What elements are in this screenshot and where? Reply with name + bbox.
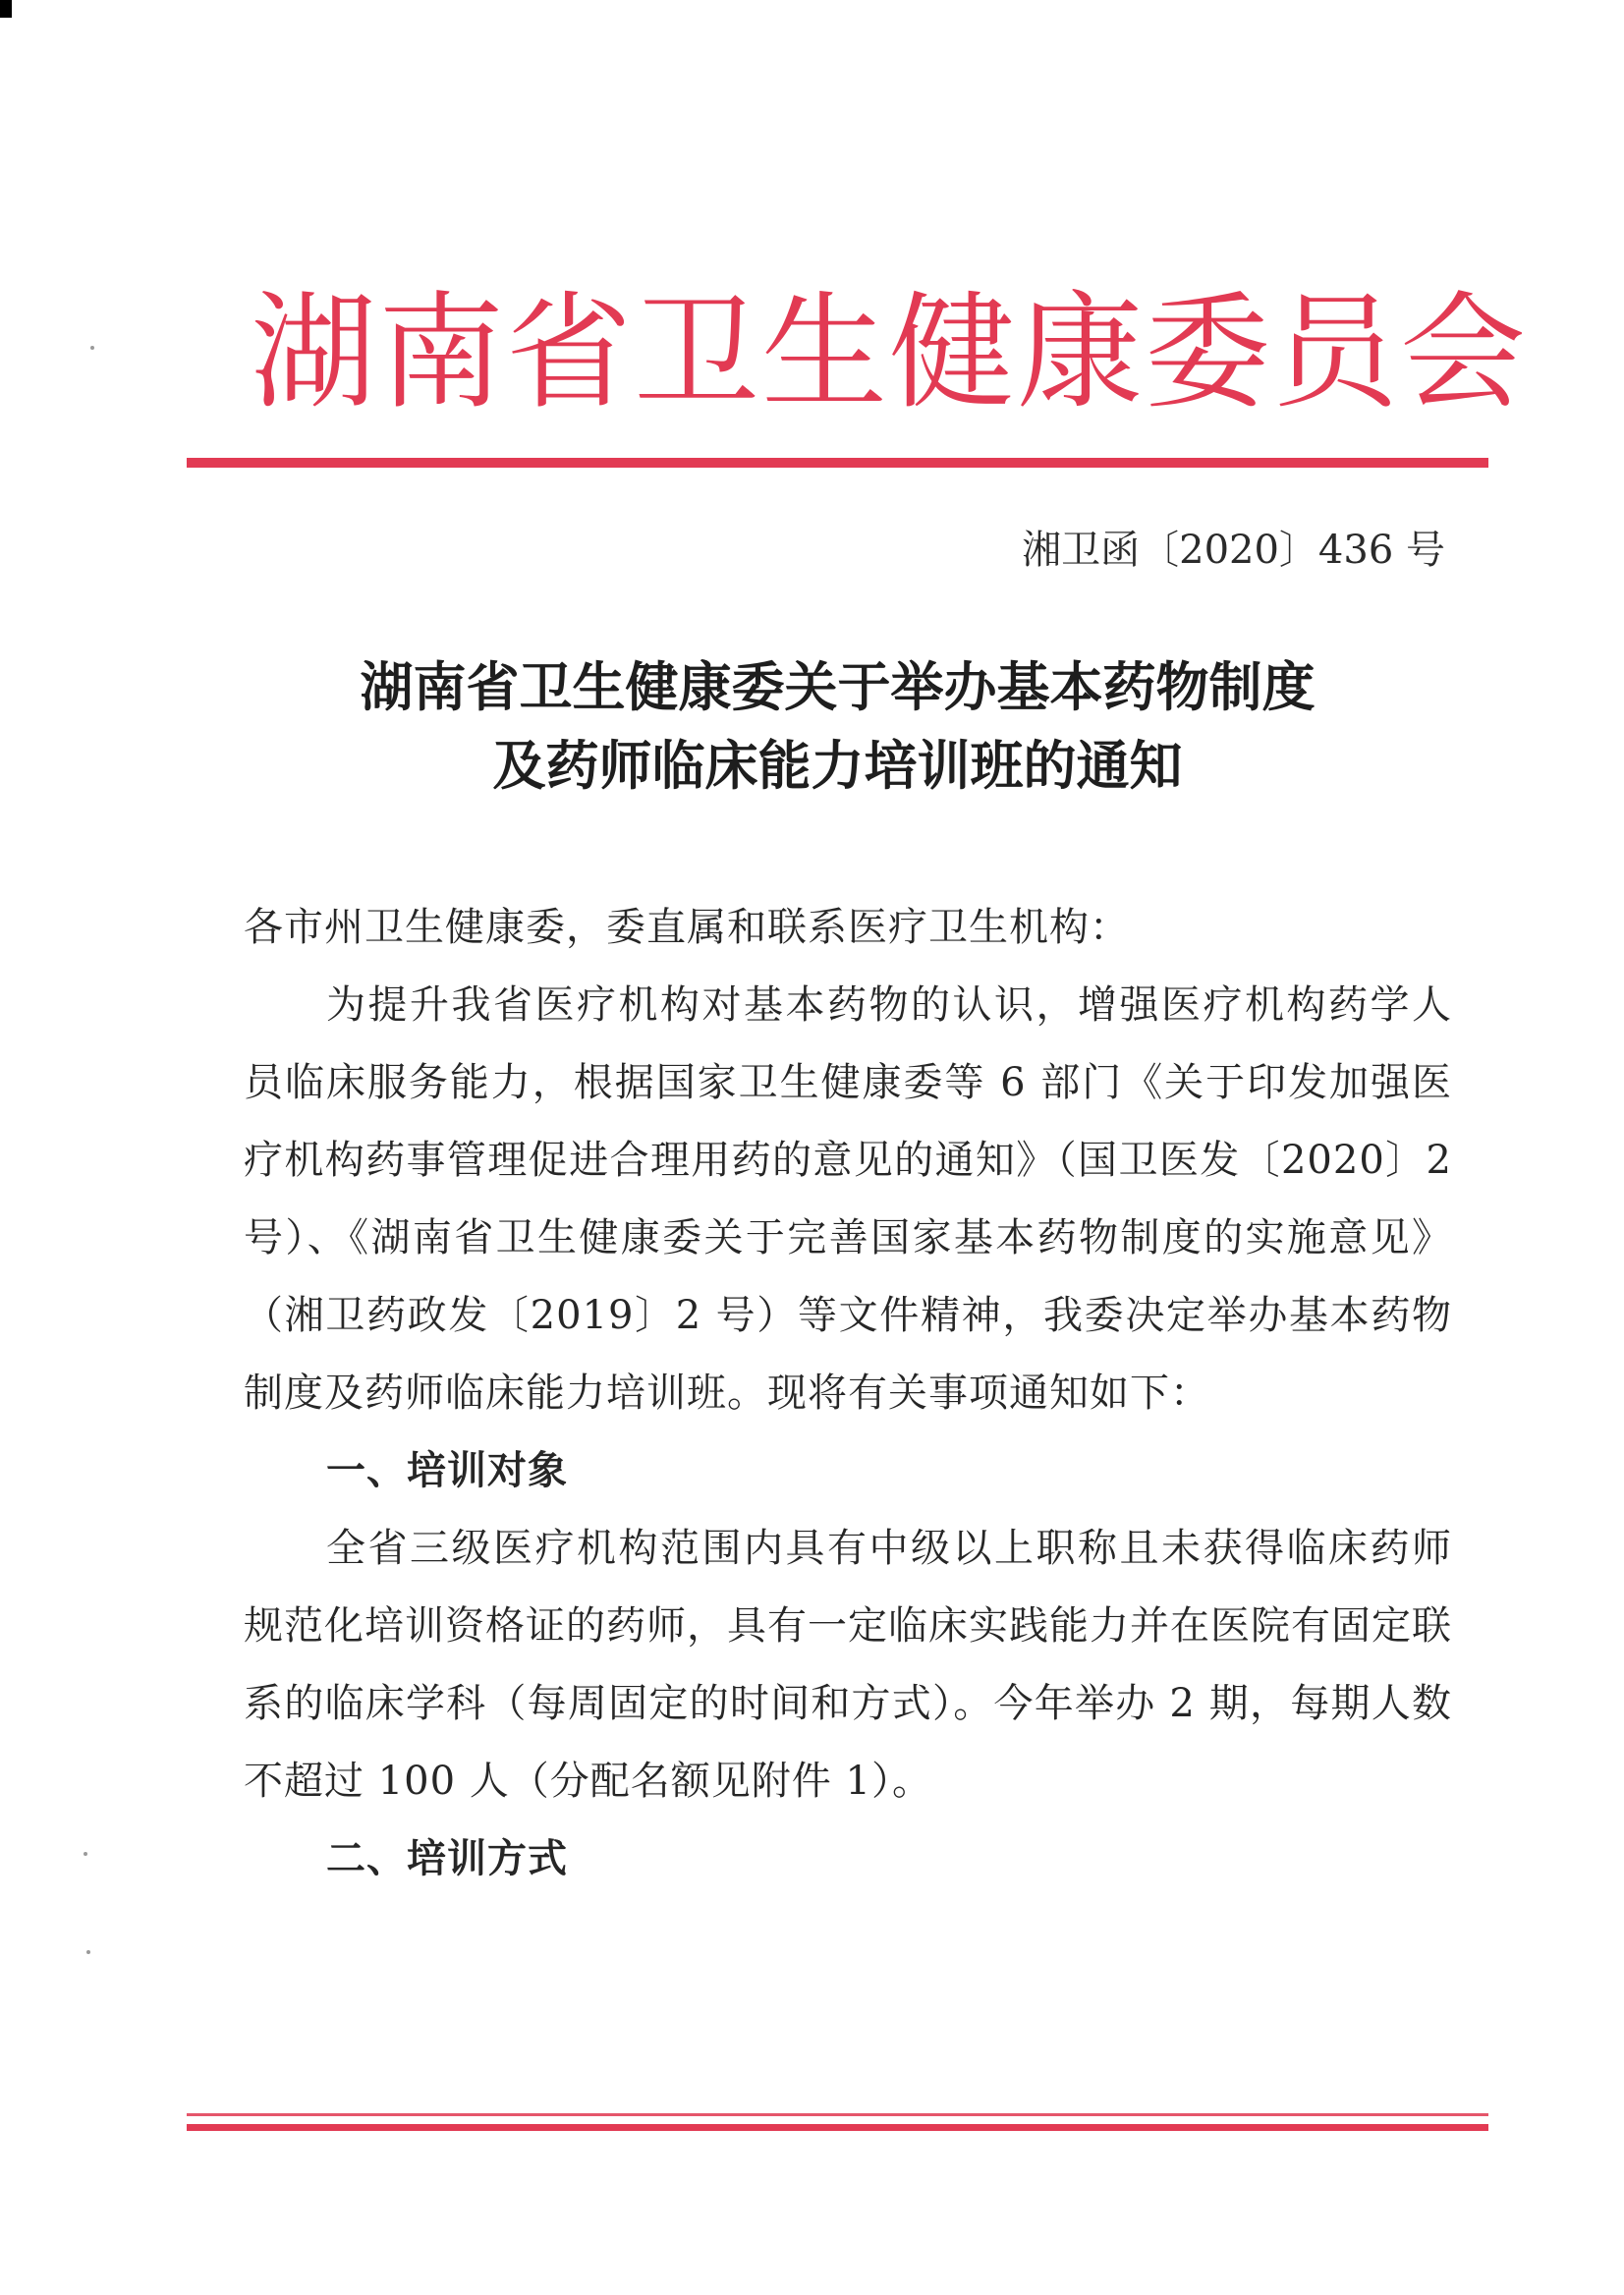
scan-corner-mark (0, 0, 12, 18)
document-title (187, 648, 1488, 806)
document-title-line-1: 湖南省卫生健康委关于举办基本药物制度 (360, 656, 1316, 718)
letterhead-red-rule (187, 458, 1488, 468)
document-body (244, 889, 1452, 1898)
document-number: 湘卫函〔2020〕436 号 (1022, 528, 1445, 573)
scan-speck (84, 1852, 87, 1856)
letterhead-org-name: 湖南省卫生健康委员会 (251, 280, 1529, 426)
section-paragraph-training-target: 全省三级医疗机构范围内具有中级以上职称且未获得临床药师规范化培训资格证的药师，具有一定临床实践能力并在医院有固定联系的临床学科（每周固定的时间和方式）。今年举办 2 期，每期人数不超过 100 人（分配名额见附件 1）。 (244, 1526, 1452, 1804)
footer-red-rule-thick (187, 2124, 1488, 2131)
intro-paragraph: 为提升我省医疗机构对基本药物的认识，增强医疗机构药学人员临床服务能力，根据国家卫生健康委等 6 部门《关于印发加强医疗机构药事管理促进合理用药的意见的通知》（国卫医发〔2020〕2 号）、《湖南省卫生健康委关于完善国家基本药物制度的实施意见》（湘卫药政发〔2019〕2 号）等文件精神，我委决定举办基本药物制度及药师临床能力培训班。现将有关事项通知如下： (244, 982, 1452, 1416)
section-heading-training-method: 二、培训方式 (326, 1836, 568, 1881)
section-heading-training-target: 一、培训对象 (326, 1448, 568, 1493)
scan-speck (86, 1950, 90, 1954)
scan-speck (90, 346, 94, 350)
document-title-line-2: 及药师临床能力培训班的通知 (492, 735, 1183, 797)
salutation: 各市州卫生健康委，委直属和联系医疗卫生机构： (244, 905, 1130, 950)
footer-red-rule-thin (187, 2113, 1488, 2116)
